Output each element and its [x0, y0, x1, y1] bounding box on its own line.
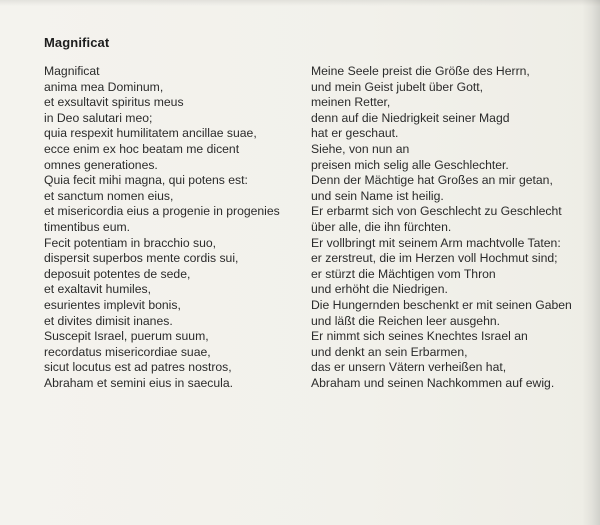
- german-line: und erhöht die Niedrigen.: [311, 282, 448, 297]
- latin-line: et exsultavit spiritus meus: [44, 95, 184, 110]
- german-line: und läßt die Reichen leer ausgehn.: [311, 313, 501, 328]
- german-line: und mein Geist jubelt über Gott,: [311, 79, 484, 94]
- german-line: und denkt an sein Erbarmen,: [311, 344, 468, 359]
- latin-line: et sanctum nomen eius,: [44, 188, 174, 203]
- latin-line: et misericordia eius a progenie in progenies: [44, 204, 280, 219]
- german-line: er stürzt die Mächtigen vom Thron: [311, 266, 496, 281]
- latin-line: quia respexit humilitatem ancillae suae,: [44, 126, 257, 141]
- latin-line: et exaltavit humiles,: [44, 282, 152, 297]
- german-line: Abraham und seinen Nachkommen auf ewig.: [311, 375, 555, 390]
- german-line: preisen mich selig alle Geschlechter.: [311, 157, 509, 172]
- german-line: er zerstreut, die im Herzen voll Hochmut sind;: [311, 251, 558, 266]
- latin-line: anima mea Dominum,: [44, 79, 164, 94]
- german-line: denn auf die Niedrigkeit seiner Magd: [311, 110, 510, 125]
- page-title: Magnificat: [44, 35, 110, 50]
- german-line: Er vollbringt mit seinem Arm machtvolle Taten:: [311, 235, 561, 250]
- latin-line: et divites dimisit inanes.: [44, 313, 173, 328]
- german-text-column: [311, 64, 591, 391]
- latin-text-column: [44, 64, 294, 391]
- latin-line: timentibus eum.: [44, 219, 131, 234]
- latin-line: ecce enim ex hoc beatam me dicent: [44, 141, 240, 156]
- latin-line: Magnificat: [44, 64, 100, 78]
- german-line: das er unsern Vätern verheißen hat,: [311, 360, 507, 375]
- latin-line: esurientes implevit bonis,: [44, 297, 181, 312]
- german-line: über alle, die ihn fürchten.: [311, 219, 452, 234]
- german-line: Meine Seele preist die Größe des Herrn,: [311, 64, 530, 78]
- latin-line: omnes generationes.: [44, 157, 158, 172]
- latin-line: Suscepit Israel, puerum suum,: [44, 329, 209, 344]
- german-line: meinen Retter,: [311, 95, 391, 110]
- german-line: Denn der Mächtige hat Großes an mir getan,: [311, 173, 553, 188]
- latin-line: in Deo salutari meo;: [44, 110, 153, 125]
- german-line: Die Hungernden beschenkt er mit seinen Gaben: [311, 297, 572, 312]
- german-line: Er nimmt sich seines Knechtes Israel an: [311, 329, 528, 344]
- latin-line: Fecit potentiam in bracchio suo,: [44, 235, 217, 250]
- german-line: Er erbarmt sich von Geschlecht zu Geschlecht: [311, 204, 562, 219]
- page-top-shadow: [0, 0, 600, 6]
- latin-line: deposuit potentes de sede,: [44, 266, 191, 281]
- latin-line: Abraham et semini eius in saecula.: [44, 375, 234, 390]
- latin-line: Quia fecit mihi magna, qui potens est:: [44, 173, 248, 188]
- latin-line: dispersit superbos mente cordis sui,: [44, 251, 239, 266]
- latin-line: sicut locutus est ad patres nostros,: [44, 360, 232, 375]
- german-line: und sein Name ist heilig.: [311, 188, 444, 203]
- german-line: hat er geschaut.: [311, 126, 399, 141]
- latin-line: recordatus misericordiae suae,: [44, 344, 211, 359]
- german-line: Siehe, von nun an: [311, 141, 410, 156]
